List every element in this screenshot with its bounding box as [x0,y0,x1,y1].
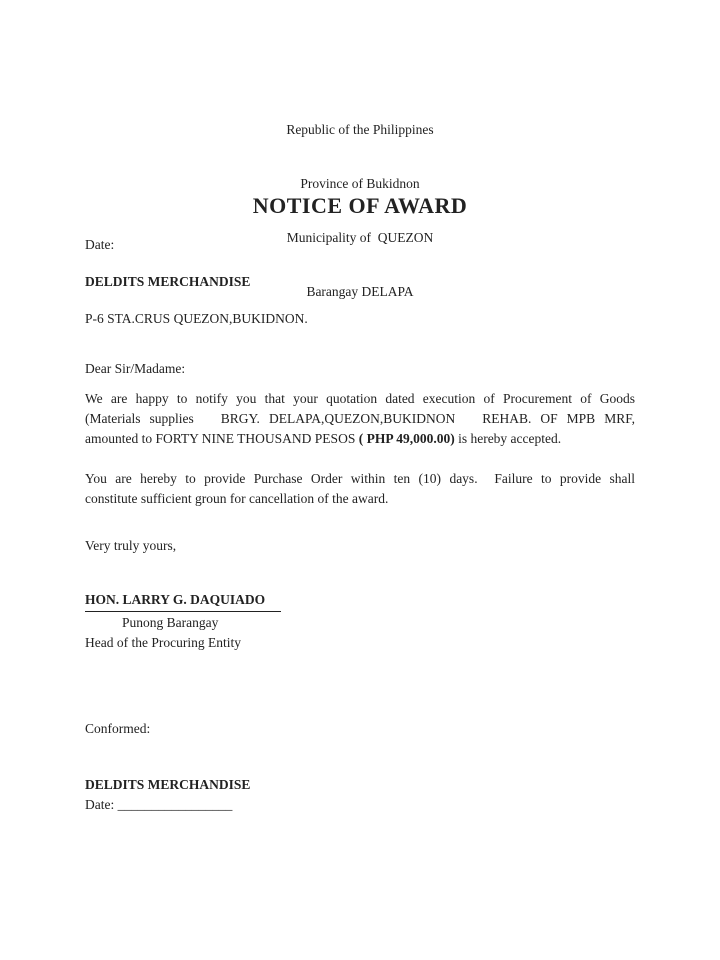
letterhead-line-barangay: Barangay DELAPA [306,284,414,299]
amount-bold: ( PHP 49,000.00) [358,431,455,446]
body1-line1: We are happy to notify you that your quotation dated execution of Procurement of Goods [85,391,635,406]
body2-line2: constitute sufficient groun for cancellation of the award. [85,491,389,506]
signature-block [85,590,635,653]
conformed-block [85,775,635,815]
letterhead-line-republic: Republic of the Philippines [286,122,434,137]
salutation: Dear Sir/Madame: [85,361,186,376]
recipient-address: P-6 STA.CRUS QUEZON,BUKIDNON. [85,311,308,326]
signatory-title-1: Punong Barangay [122,615,219,630]
conformed-company-name: DELDITS MERCHANDISE [85,777,251,792]
closing: Very truly yours, [85,538,177,553]
conformed-label: Conformed: [85,721,151,736]
letterhead-line-province: Province of Bukidnon [300,176,420,191]
body1-line3-post: is hereby accepted. [454,431,562,446]
body1-line2: (Materials supplies BRGY. DELAPA,QUEZON,BUKIDNON REHAB. OF MPB MRF, [85,411,635,426]
body-paragraph-1 [85,389,635,449]
conformed-date-row [85,795,635,815]
conformed-date-blank: _________________ [117,797,233,812]
recipient-name: DELDITS MERCHANDISE [85,274,251,289]
body2-line1: You are hereby to provide Purchase Order within ten (10) days. Failure to provide shall [85,471,635,486]
signatory-title-2: Head of the Procuring Entity [85,635,241,650]
signatory-name-row [85,590,635,612]
conformed-date-label: Date: [85,797,118,812]
letterhead-line-municipality: Municipality of QUEZON [286,230,434,245]
date-label: Date: [85,237,115,252]
body-paragraph-2 [85,469,635,509]
body1-line3 [85,429,635,449]
document-title: NOTICE OF AWARD [252,193,468,218]
body1-line3-pre: amounted to FORTY NINE THOUSAND PESOS [85,431,359,446]
signatory-name: HON. LARRY G. DAQUIADO [85,590,281,612]
